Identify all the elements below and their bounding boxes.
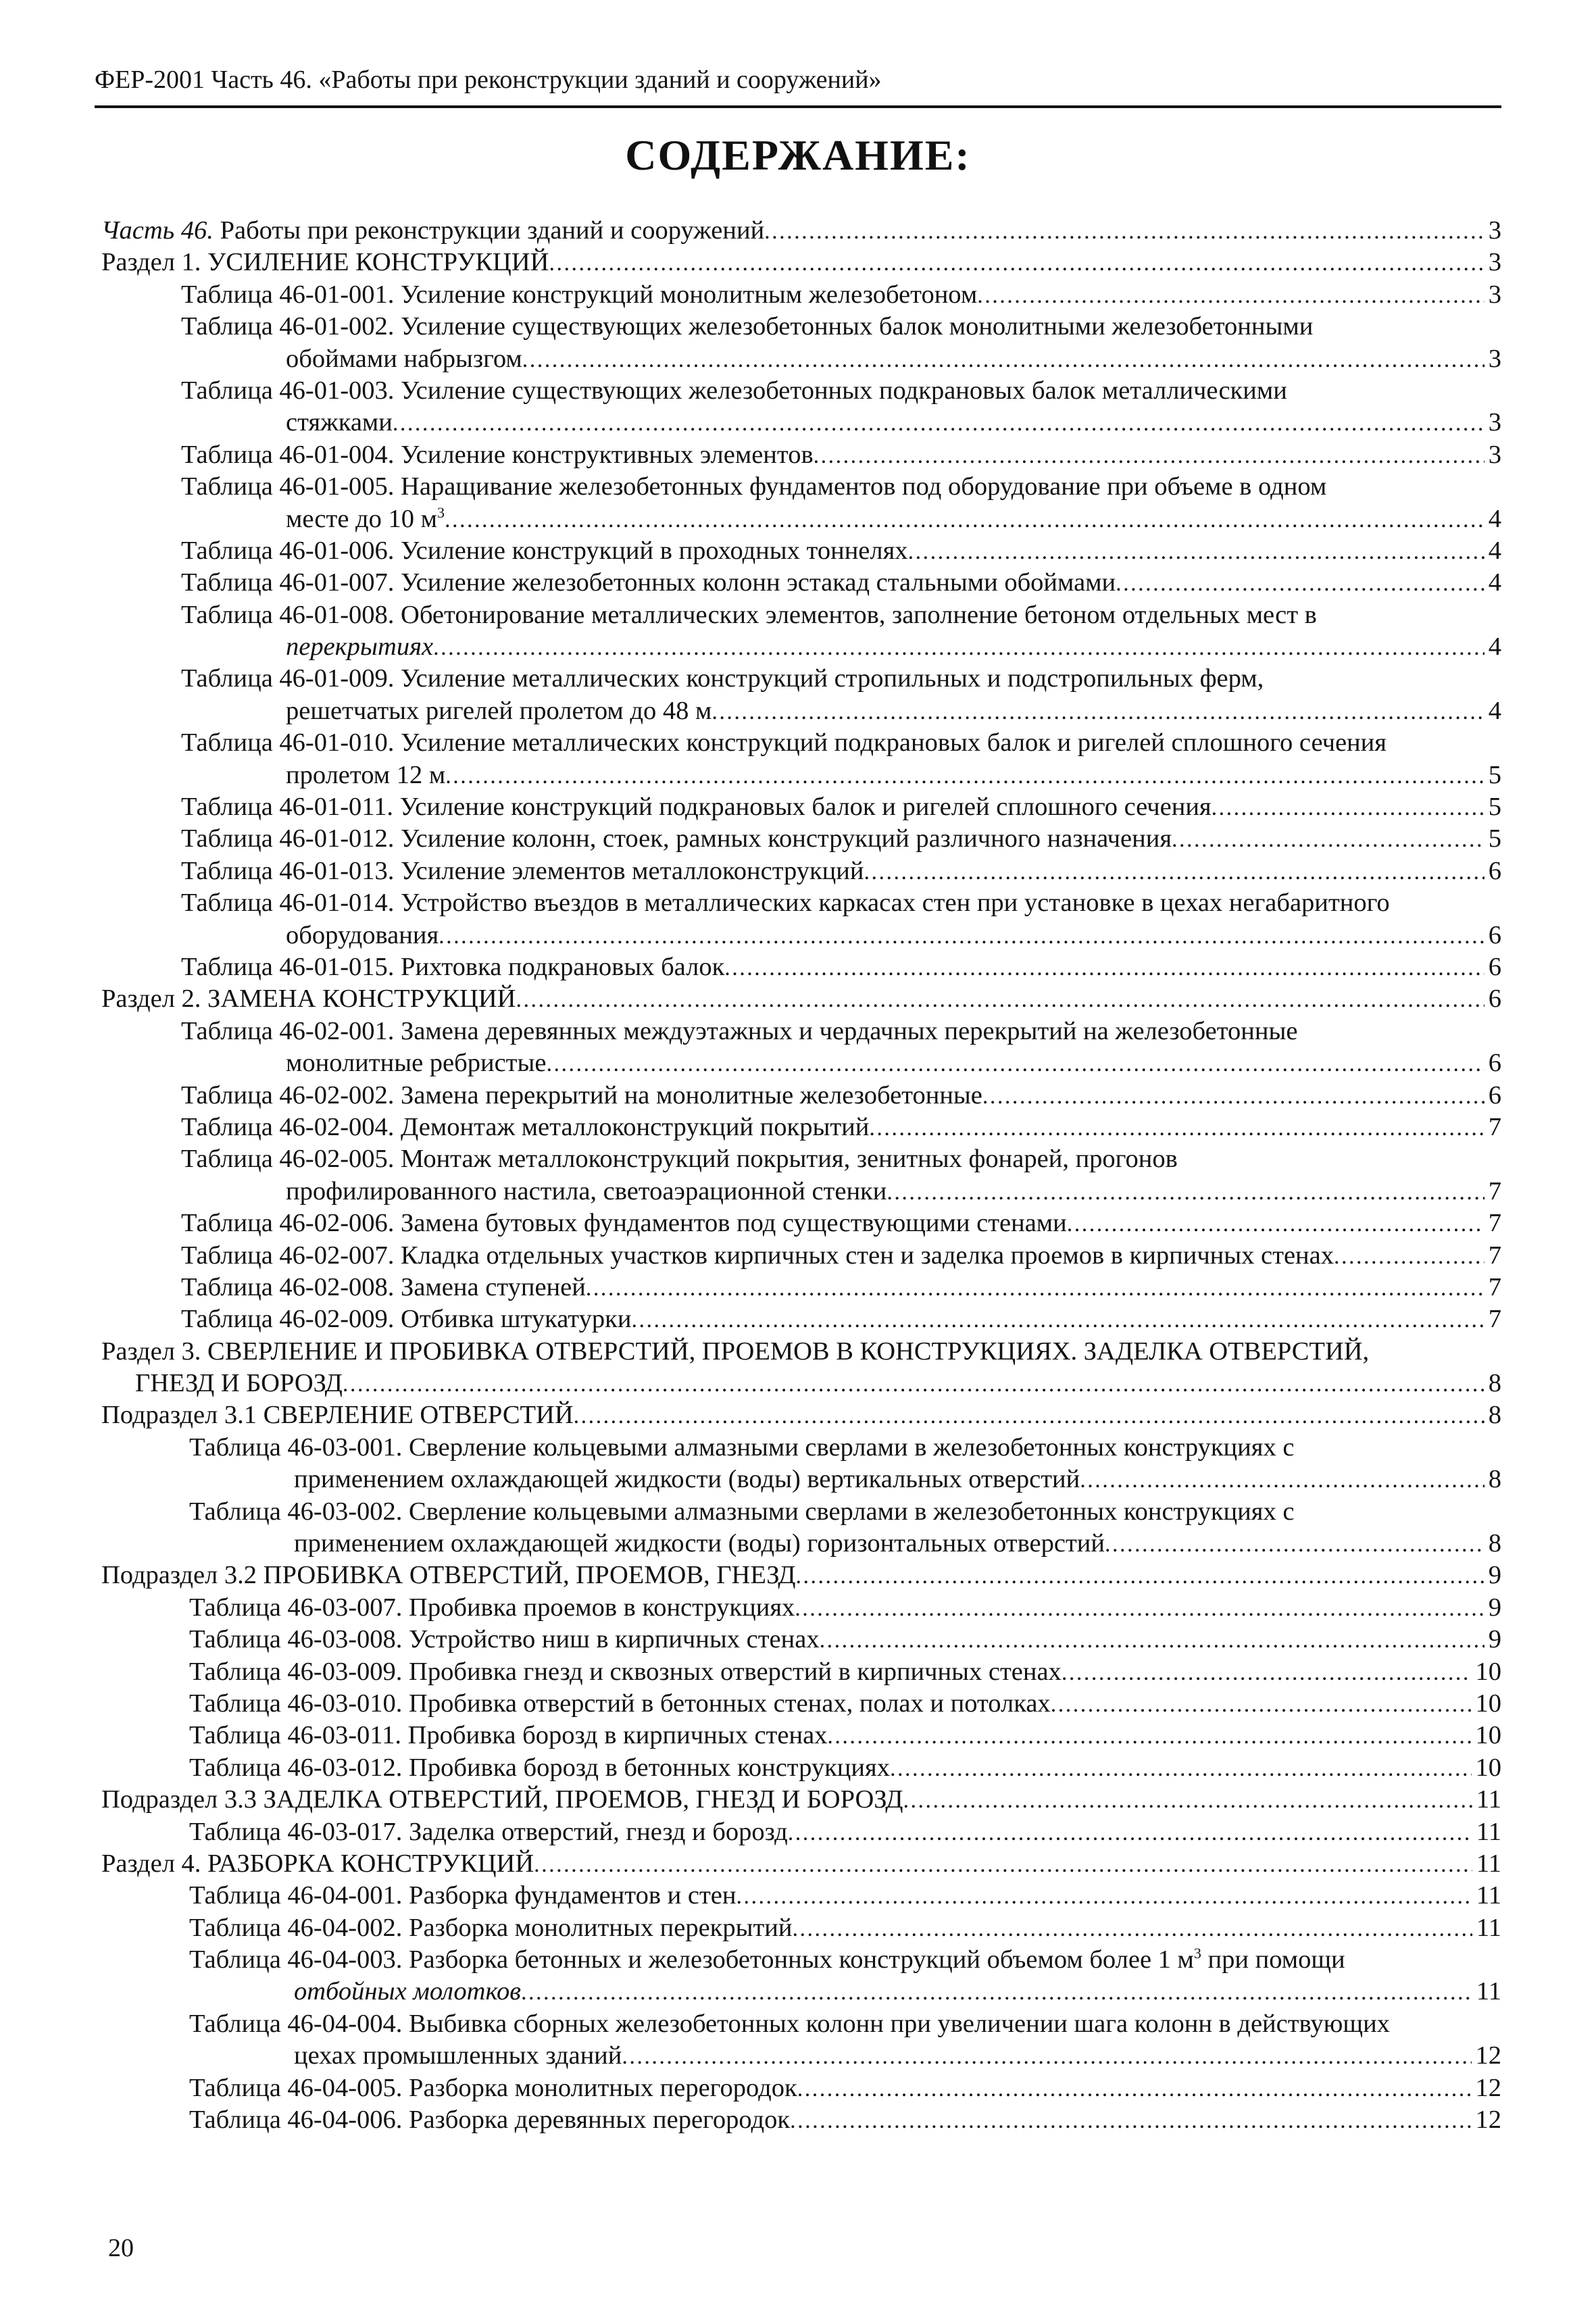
toc-entry[interactable]: Таблица 46-03-017. Заделка отверстий, гнезд и борозд . . . 11 [95,1816,1501,1848]
toc-section-2[interactable]: Раздел 2. ЗАМЕНА КОНСТРУКЦИЙ . . . 6 [95,983,1501,1015]
toc-page: 8 [1488,1465,1501,1494]
toc-entry[interactable]: Таблица 46-03-007. Пробивка проемов в конструкциях . . . 9 [95,1592,1501,1624]
toc-page: 12 [1475,2106,1501,2135]
toc-entry[interactable]: Таблица 46-03-001. Сверление кольцевыми алмазными сверлами в железобетонных конструкциях с применением охлаждающей жидкости (воды) вертикальных отверстий . . . 8 [95,1432,1501,1496]
toc-entry[interactable]: Таблица 46-04-002. Разборка монолитных перекрытий . . . 11 [95,1912,1501,1944]
page-number: 20 [108,2234,134,2262]
toc-entry[interactable]: Таблица 46-01-003. Усиление существующих железобетонных подкрановых балок металлическими стяжками . . . 3 [95,375,1501,439]
toc-part-label: Часть 46. [101,216,214,245]
toc-page: 9 [1488,1593,1501,1622]
toc-page: 4 [1488,536,1501,565]
toc-entry[interactable]: Таблица 46-01-005. Наращивание железобетонных фундаментов под оборудование при объеме в одном месте до 10 $м^3$ . . . 4 [95,471,1501,535]
toc-entry[interactable]: Таблица 46-02-007. Кладка отдельных участков кирпичных стен и заделка проемов в кирпичных стенах . . . 7 [95,1240,1501,1272]
toc-page: 7 [1488,1305,1501,1334]
toc-page: 6 [1488,1080,1501,1110]
toc-entry[interactable]: Таблица 46-01-015. Рихтовка подкрановых балок . . . 6 [95,951,1501,983]
toc-section-4[interactable]: Раздел 4. РАЗБОРКА КОНСТРУКЦИЙ . . . 11 [95,1848,1501,1880]
toc-entry[interactable]: Таблица 46-01-013. Усиление элементов металлоконструкций . . . 6 [95,855,1501,887]
toc-entry[interactable]: Таблица 46-01-006. Усиление конструкций в проходных тоннелях . . . 4 [95,535,1501,567]
toc-page: 10 [1475,1689,1501,1718]
toc-page: 6 [1488,952,1501,981]
toc-subsection-3-2[interactable]: Подраздел 3.2 ПРОБИВКА ОТВЕРСТИЙ, ПРОЕМОВ, ГНЕЗД . . . 9 [95,1560,1501,1591]
toc-page: 5 [1488,824,1501,853]
toc-page: 8 [1488,1369,1501,1398]
toc-page: 3 [1488,216,1501,245]
toc-page: 12 [1475,2073,1501,2102]
toc-page: 10 [1475,1657,1501,1686]
toc-page: 11 [1476,1785,1501,1814]
toc-entry[interactable]: Таблица 46-02-001. Замена деревянных междуэтажных и чердачных перекрытий на железобетонные монолитные ребристые . . . 6 [95,1016,1501,1080]
header-rule [95,105,1501,108]
toc-page: 6 [1488,920,1501,949]
toc-page: 6 [1488,985,1501,1014]
toc-entry[interactable]: Таблица 46-04-003. Разборка бетонных и железобетонных конструкций объемом более 1 $м^3$ при помощи отбойных молотков . . . 11 [95,1944,1501,2008]
toc-page: 12 [1475,2041,1501,2070]
toc-entry[interactable]: Таблица 46-02-004. Демонтаж металлоконструкций покрытий . . . 7 [95,1112,1501,1143]
toc-page: 9 [1488,1625,1501,1654]
toc-page: 10 [1475,1721,1501,1750]
toc-page: 5 [1488,760,1501,789]
toc-page: 3 [1488,280,1501,309]
toc-page: 3 [1488,408,1501,437]
toc-entry[interactable]: Таблица 46-01-007. Усиление железобетонных колонн эстакад стальными обоймами . . . 4 [95,567,1501,599]
toc-entry[interactable]: Таблица 46-04-004. Выбивка сборных железобетонных колонн при увеличении шага колонн в действующих цехах промышленных зданий . . . 12 [95,2008,1501,2072]
toc-page: 8 [1488,1529,1501,1558]
toc-page: 4 [1488,696,1501,725]
toc-page: 4 [1488,568,1501,597]
toc-page: 4 [1488,632,1501,662]
toc-page: 5 [1488,793,1501,822]
toc-page: 4 [1488,504,1501,533]
toc-entry[interactable]: Таблица 46-01-004. Усиление конструктивных элементов . . . 3 [95,439,1501,471]
toc-entry[interactable]: Таблица 46-02-005. Монтаж металлоконструкций покрытия, зенитных фонарей, прогонов профилированного настила, светоаэрационной стенки . . . 7 [95,1143,1501,1208]
toc-entry[interactable]: Таблица 46-03-010. Пробивка отверстий в бетонных стенах, полах и потолках . . . 10 [95,1688,1501,1720]
toc-entry[interactable]: Таблица 46-03-008. Устройство ниш в кирпичных стенах . . . 9 [95,1624,1501,1656]
toc-entry[interactable]: Таблица 46-01-014. Устройство въездов в металлических каркасах стен при установке в цехах негабаритного оборудования . . . 6 [95,887,1501,951]
toc-section-1[interactable]: Раздел 1. УСИЛЕНИЕ КОНСТРУКЦИЙ . . . 3 [95,247,1501,278]
toc-page: 11 [1476,1881,1501,1910]
running-head: ФЕР-2001 Часть 46. «Работы при реконструкции зданий и сооружений» [95,66,882,94]
toc-entry[interactable]: Таблица 46-03-011. Пробивка борозд в кирпичных стенах . . . 10 [95,1720,1501,1751]
toc-page: 3 [1488,344,1501,373]
toc-entry[interactable]: Таблица 46-01-012. Усиление колонн, стоек, рамных конструкций различного назначения . . . 5 [95,823,1501,855]
toc-page: 8 [1488,1401,1501,1430]
toc-page: 7 [1488,1176,1501,1205]
toc-section-3[interactable]: Раздел 3. СВЕРЛЕНИЕ И ПРОБИВКА ОТВЕРСТИЙ, ПРОЕМОВ В КОНСТРУКЦИЯХ. ЗАДЕЛКА ОТВЕРСТИЙ, ГНЕЗД И БОРОЗД . . . 8 [95,1336,1501,1400]
toc-entry[interactable]: Таблица 46-03-009. Пробивка гнезд и сквозных отверстий в кирпичных стенах . . . 10 [95,1656,1501,1688]
toc-page: 7 [1488,1241,1501,1270]
toc-page: 3 [1488,440,1501,469]
toc-page: 11 [1476,1817,1501,1846]
toc-subsection-3-1[interactable]: Подраздел 3.1 СВЕРЛЕНИЕ ОТВЕРСТИЙ . . . 8 [95,1399,1501,1431]
toc-page: 7 [1488,1209,1501,1238]
table-of-contents [95,215,1501,2136]
toc-entry[interactable]: Таблица 46-02-002. Замена перекрытий на монолитные железобетонные . . . 6 [95,1080,1501,1112]
toc-page: 10 [1475,1753,1501,1782]
toc-entry[interactable]: Таблица 46-04-001. Разборка фундаментов и стен . . . 11 [95,1880,1501,1912]
toc-page: 7 [1488,1272,1501,1301]
toc-entry[interactable]: Таблица 46-01-002. Усиление существующих железобетонных балок монолитными железобетонными обоймами набрызгом . . . 3 [95,311,1501,375]
toc-entry[interactable]: Таблица 46-01-011. Усиление конструкций подкрановых балок и ригелей сплошного сечения . . . 5 [95,791,1501,823]
toc-entry[interactable]: Таблица 46-02-009. Отбивка штукатурки . . . 7 [95,1303,1501,1335]
toc-page: 11 [1476,1849,1501,1878]
toc-entry[interactable]: Таблица 46-01-001. Усиление конструкций монолитным железобетоном . . . 3 [95,279,1501,311]
toc-entry[interactable]: Таблица 46-02-008. Замена ступеней . . . 7 [95,1272,1501,1303]
toc-entry[interactable]: Таблица 46-01-010. Усиление металлических конструкций подкрановых балок и ригелей сплошного сечения пролетом 12 м . . . 5 [95,727,1501,791]
toc-page: 3 [1488,248,1501,277]
toc-entry[interactable]: Таблица 46-04-006. Разборка деревянных перегородок . . . 12 [95,2104,1501,2136]
toc-entry[interactable]: Таблица 46-03-002. Сверление кольцевыми алмазными сверлами в железобетонных конструкциях с применением охлаждающей жидкости (воды) горизонтальных отверстий . . . 8 [95,1496,1501,1560]
toc-page: 6 [1488,856,1501,885]
toc-entry[interactable]: Таблица 46-01-008. Обетонирование металлических элементов, заполнение бетоном отдельных мест в перекрытиях . . . 4 [95,599,1501,664]
toc-subsection-3-3[interactable]: Подраздел 3.3 ЗАДЕЛКА ОТВЕРСТИЙ, ПРОЕМОВ, ГНЕЗД И БОРОЗД . . . 11 [95,1784,1501,1816]
toc-page: 6 [1488,1049,1501,1078]
page-title: СОДЕРЖАНИЕ: [625,131,971,179]
toc-entry[interactable]: Таблица 46-03-012. Пробивка борозд в бетонных конструкциях . . . 10 [95,1752,1501,1784]
toc-page: 9 [1488,1561,1501,1590]
toc-entry[interactable]: Таблица 46-04-005. Разборка монолитных перегородок . . . 12 [95,2072,1501,2104]
toc-entry[interactable]: Таблица 46-02-006. Замена бутовых фундаментов под существующими стенами . . . 7 [95,1208,1501,1239]
toc-page: 7 [1488,1112,1501,1141]
toc-entry[interactable]: Таблица 46-01-009. Усиление металлических конструкций стропильных и подстропильных ферм, решетчатых ригелей пролетом до 48 м . . . 4 [95,663,1501,727]
toc-entry-part[interactable]: Часть 46. Работы при реконструкции зданий и сооружений . . . 3 [95,215,1501,247]
toc-page: 11 [1476,1913,1501,1942]
toc-page: 11 [1476,1977,1501,2006]
